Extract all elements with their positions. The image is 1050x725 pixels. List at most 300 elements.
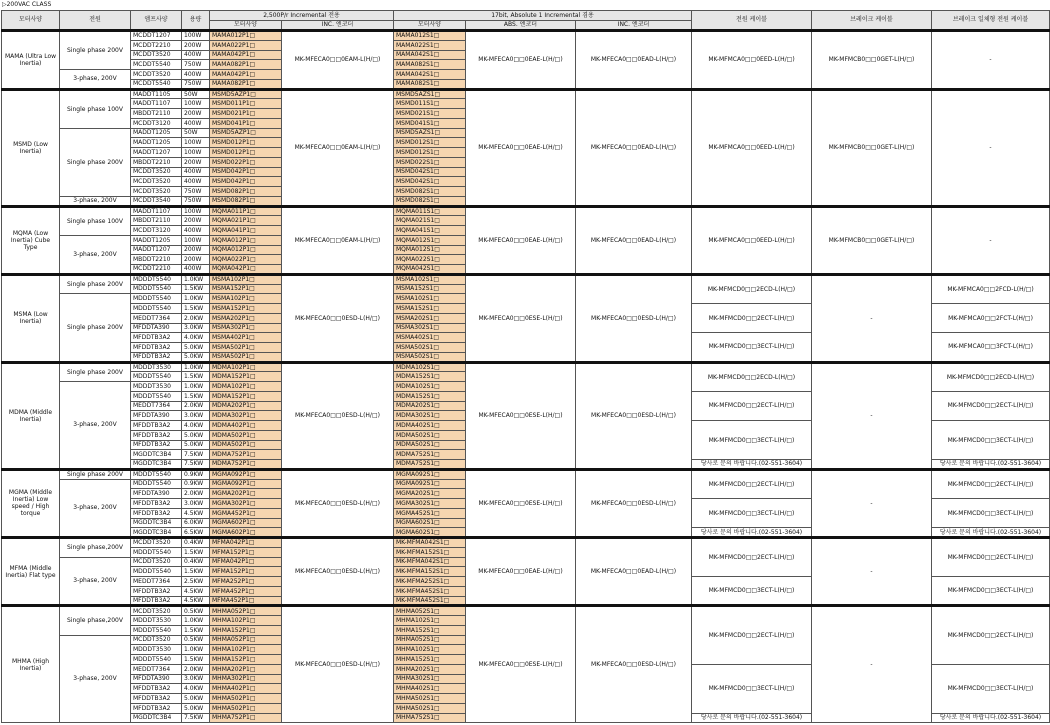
capacity-cell: 200W	[182, 40, 210, 50]
capacity-cell: 400W	[182, 265, 210, 275]
power-cell: Single phase 100V	[60, 89, 131, 128]
capacity-cell: 5.0KW	[182, 343, 210, 353]
inc-encoder-17bit-cell: MK-MFECA0□□0ESD-L(H/□)	[576, 362, 692, 469]
capacity-cell: 1.0KW	[182, 645, 210, 655]
table-row	[2, 206, 1050, 216]
motor-model-2500-cell: MHMA752P1□	[210, 713, 282, 723]
motor-model-17bit-cell: MSMA502S1□	[394, 352, 466, 362]
capacity-cell: 200W	[182, 157, 210, 167]
motor-model-2500-cell: MDMA302P1□	[210, 411, 282, 421]
motor-group	[2, 538, 1050, 606]
capacity-cell: 100W	[182, 148, 210, 158]
amp-model-cell: MEDDT7364	[131, 577, 182, 587]
inc-encoder-2500-cell: MK-MFECA0□□0ESD-L(H/□)	[282, 274, 394, 362]
motor-model-2500-cell: MQMA012P1□	[210, 245, 282, 255]
motor-model-17bit-cell: MSMD042S1□	[394, 177, 466, 187]
motor-model-17bit-cell: MHMA052S1□	[394, 606, 466, 616]
amp-model-cell: MFDDTB3A2	[131, 684, 182, 694]
amp-model-cell: MFDDTB3A2	[131, 703, 182, 713]
table-row	[2, 89, 1050, 99]
motor-model-2500-cell: MHMA502P1□	[210, 703, 282, 713]
motor-group	[2, 206, 1050, 274]
amp-model-cell: MDDDT5540	[131, 294, 182, 304]
capacity-cell: 400W	[182, 167, 210, 177]
amp-model-cell: MFDDTB3A2	[131, 440, 182, 450]
capacity-cell: 7.5KW	[182, 460, 210, 470]
motor-model-2500-cell: MHMA102P1□	[210, 645, 282, 655]
brake-combo-cable-cell: MK-MFMCD0□□3ECT-L(H/□)	[932, 499, 1050, 528]
amp-model-cell: MDDDT5540	[131, 625, 182, 635]
abs-encoder-cell: MK-MFECA0□□0ESE-L(H/□)	[466, 469, 576, 537]
amp-model-cell: MADDT1205	[131, 128, 182, 138]
brake-combo-cable-cell: MK-MFMCA0□□2FCD-L(H/□)	[932, 274, 1050, 303]
capacity-cell: 5.0KW	[182, 440, 210, 450]
motor-group	[2, 469, 1050, 537]
inc-encoder-17bit-cell: MK-MFECA0□□0EAD-L(H/□)	[576, 89, 692, 206]
capacity-cell: 1.5KW	[182, 372, 210, 382]
motor-model-2500-cell: MGMA202P1□	[210, 489, 282, 499]
motor-model-2500-cell: MFMA452P1□	[210, 586, 282, 596]
motor-model-17bit-cell: MSMA202S1□	[394, 313, 466, 323]
capacity-cell: 1.5KW	[182, 284, 210, 294]
capacity-cell: 0.4KW	[182, 538, 210, 548]
motor-type-cell: MSMA (Low Inertia)	[2, 274, 60, 362]
capacity-cell: 200W	[182, 216, 210, 226]
inc-encoder-2500-cell: MK-MFECA0□□0ESD-L(H/□)	[282, 362, 394, 469]
motor-model-17bit-cell: MAMA022S1□	[394, 40, 466, 50]
motor-model-17bit-cell: MSMD012S1□	[394, 138, 466, 148]
motor-model-2500-cell: MAMA012P1□	[210, 31, 282, 41]
motor-type-cell: MQMA (Low Inertia) Cube Type	[2, 206, 60, 274]
capacity-cell: 2.0KW	[182, 313, 210, 323]
capacity-cell: 1.0KW	[182, 294, 210, 304]
motor-model-17bit-cell: MAMA042S1□	[394, 70, 466, 80]
motor-model-2500-cell: MSMA152P1□	[210, 304, 282, 314]
motor-type-cell: MFMA (Middle Inertia) Flat type	[2, 538, 60, 606]
motor-model-17bit-cell: MK-MFMA152S1□	[394, 567, 466, 577]
motor-model-17bit-cell: MDMA152S1□	[394, 372, 466, 382]
motor-model-17bit-cell: MGMA302S1□	[394, 499, 466, 509]
table-row	[2, 469, 1050, 479]
motor-model-17bit-cell: MK-MFMA452S1□	[394, 596, 466, 606]
motor-type-cell: MDMA (Middle Inertia)	[2, 362, 60, 469]
amp-model-cell: MCDDT3120	[131, 226, 182, 236]
power-cell: Single phase 200V	[60, 294, 131, 362]
motor-type-cell: MSMD (Low Inertia)	[2, 89, 60, 206]
header-motor-type: 모터사양	[2, 11, 60, 31]
table-row	[2, 362, 1050, 372]
capacity-cell: 1.0KW	[182, 616, 210, 626]
motor-model-17bit-cell: MSMA102S1□	[394, 274, 466, 284]
amp-model-cell: MFDDTB3A2	[131, 421, 182, 431]
brake-cable-cell: -	[812, 362, 932, 469]
capacity-cell: 750W	[182, 79, 210, 89]
table-row	[2, 606, 1050, 616]
cable-spec-table	[1, 10, 1050, 723]
amp-model-cell: MDDDT5540	[131, 274, 182, 284]
capacity-cell: 50W	[182, 89, 210, 99]
header-inc-encoder-17bit: INC. 엔코더	[576, 21, 692, 31]
motor-model-2500-cell: MFMA452P1□	[210, 596, 282, 606]
motor-model-2500-cell: MSMD041P1□	[210, 118, 282, 128]
motor-model-17bit-cell: MGMA602S1□	[394, 518, 466, 528]
amp-model-cell: MCDDT3520	[131, 167, 182, 177]
motor-model-2500-cell: MHMA052P1□	[210, 635, 282, 645]
amp-model-cell: MCDDT3540	[131, 196, 182, 206]
brake-combo-cable-cell: -	[932, 31, 1050, 90]
amp-model-cell: MCDDT3520	[131, 606, 182, 616]
brake-cable-cell: MK-MFMCB0□□0GET-L(H/□)	[812, 31, 932, 90]
inc-encoder-17bit-cell: MK-MFECA0□□0ESD-L(H/□)	[576, 606, 692, 723]
motor-model-2500-cell: MSMD012P1□	[210, 148, 282, 158]
capacity-cell: 2.0KW	[182, 664, 210, 674]
motor-model-2500-cell: MDMA402P1□	[210, 421, 282, 431]
power-cell: Single phase 100V	[60, 206, 131, 235]
power-cell: 3-phase, 200V	[60, 479, 131, 538]
abs-encoder-cell: MK-MFECA0□□0ESE-L(H/□)	[466, 274, 576, 362]
motor-model-2500-cell: MFMA252P1□	[210, 577, 282, 587]
brake-combo-cable-cell: MK-MFMCD0□□3ECT-L(H/□)	[932, 577, 1050, 606]
amp-model-cell: MCDDT3520	[131, 538, 182, 548]
capacity-cell: 1.0KW	[182, 382, 210, 392]
capacity-cell: 1.5KW	[182, 304, 210, 314]
motor-model-2500-cell: MSMD011P1□	[210, 99, 282, 109]
motor-model-2500-cell: MGMA452P1□	[210, 508, 282, 518]
motor-model-17bit-cell: MGMA202S1□	[394, 489, 466, 499]
brake-combo-cable-cell: MK-MFMCD0□□3ECT-L(H/□)	[932, 421, 1050, 460]
amp-model-cell: MDDDT5540	[131, 284, 182, 294]
motor-model-2500-cell: MHMA302P1□	[210, 674, 282, 684]
amp-model-cell: MDDDT5540	[131, 567, 182, 577]
amp-model-cell: MADDT1107	[131, 99, 182, 109]
motor-model-2500-cell: MAMA042P1□	[210, 70, 282, 80]
motor-model-2500-cell: MSMD042P1□	[210, 177, 282, 187]
table-row	[2, 274, 1050, 284]
capacity-cell: 1.5KW	[182, 625, 210, 635]
motor-type-cell: MAMA (Ultra Low Inertia)	[2, 31, 60, 90]
motor-model-17bit-cell: MHMA402S1□	[394, 684, 466, 694]
brake-combo-cable-cell: -	[932, 89, 1050, 206]
motor-model-2500-cell: MHMA402P1□	[210, 684, 282, 694]
motor-type-cell: MGMA (Middle Inertia) Low speed / High torque	[2, 469, 60, 537]
amp-model-cell: MGDDTC3B4	[131, 713, 182, 723]
motor-model-17bit-cell: MSMA302S1□	[394, 323, 466, 333]
brake-combo-cable-cell: MK-MFMCD0□□2ECT-L(H/□)	[932, 391, 1050, 420]
capacity-cell: 2.0KW	[182, 401, 210, 411]
motor-group	[2, 89, 1050, 206]
amp-model-cell: MBDDT2210	[131, 255, 182, 265]
amp-model-cell: MDDDT5540	[131, 547, 182, 557]
motor-model-17bit-cell: MDMA502S1□	[394, 440, 466, 450]
motor-model-2500-cell: MSMA402P1□	[210, 333, 282, 343]
motor-model-2500-cell: MSMD021P1□	[210, 109, 282, 119]
motor-model-2500-cell: MAMA082P1□	[210, 60, 282, 70]
header-brake-cable: 브레이크 케이블	[812, 11, 932, 31]
capacity-cell: 100W	[182, 206, 210, 216]
motor-model-17bit-cell: MSMA152S1□	[394, 284, 466, 294]
amp-model-cell: MDDDT3530	[131, 616, 182, 626]
motor-model-2500-cell: MDMA502P1□	[210, 440, 282, 450]
motor-model-17bit-cell: MSMA152S1□	[394, 304, 466, 314]
motor-model-17bit-cell: MGMA092S1□	[394, 469, 466, 479]
power-cell: 3-phase, 200V	[60, 382, 131, 470]
amp-model-cell: MFDDTB3A2	[131, 333, 182, 343]
motor-model-17bit-cell: MSMD022S1□	[394, 157, 466, 167]
motor-model-2500-cell: MDMA152P1□	[210, 391, 282, 401]
amp-model-cell: MFDDTA390	[131, 323, 182, 333]
brake-combo-cable-cell: MK-MFMCD0□□2ECD-L(H/□)	[932, 362, 1050, 391]
inc-encoder-17bit-cell: MK-MFECA0□□0ESD-L(H/□)	[576, 469, 692, 537]
power-cable-cell: MK-MFMCD0□□3ECT-L(H/□)	[692, 421, 812, 460]
capacity-cell: 6.0KW	[182, 518, 210, 528]
amp-model-cell: MCDDT5540	[131, 60, 182, 70]
amp-model-cell: MFDDTB3A2	[131, 586, 182, 596]
motor-model-17bit-cell: MHMA152S1□	[394, 655, 466, 665]
motor-group	[2, 31, 1050, 90]
power-cable-cell: MK-MFMCD0□□2ECT-L(H/□)	[692, 538, 812, 577]
amp-model-cell: MFDDTA390	[131, 674, 182, 684]
brake-cable-cell: MK-MFMCB0□□0GET-L(H/□)	[812, 206, 932, 274]
amp-model-cell: MFDDTB3A2	[131, 499, 182, 509]
power-cable-cell: MK-MFMCD0□□2ECT-L(H/□)	[692, 606, 812, 665]
motor-model-17bit-cell: MSMD082S1□	[394, 196, 466, 206]
capacity-cell: 2.0KW	[182, 489, 210, 499]
header-power-cable: 전원 케이블	[692, 11, 812, 31]
motor-model-17bit-cell: MQMA022S1□	[394, 255, 466, 265]
inc-encoder-2500-cell: MK-MFECA0□□0EAM-L(H/□)	[282, 206, 394, 274]
power-cable-cell: MK-MFMCA0□□0EED-L(H/□)	[692, 31, 812, 90]
motor-model-2500-cell: MGMA302P1□	[210, 499, 282, 509]
brake-combo-cable-cell: 당사로 문의 바랍니다.(02-551-3604)	[932, 528, 1050, 538]
capacity-cell: 5.0KW	[182, 703, 210, 713]
capacity-cell: 200W	[182, 255, 210, 265]
capacity-cell: 100W	[182, 138, 210, 148]
motor-model-2500-cell: MSMA102P1□	[210, 274, 282, 284]
power-cell: 3-phase, 200V	[60, 70, 131, 90]
motor-model-2500-cell: MQMA022P1□	[210, 255, 282, 265]
motor-model-17bit-cell: MDMA102S1□	[394, 382, 466, 392]
motor-model-17bit-cell: MQMA021S1□	[394, 216, 466, 226]
motor-model-17bit-cell: MSMD012S1□	[394, 148, 466, 158]
capacity-cell: 200W	[182, 245, 210, 255]
brake-combo-cable-cell: MK-MFMCD0□□3ECT-L(H/□)	[932, 664, 1050, 713]
power-cable-cell: MK-MFMCD0□□2ECT-L(H/□)	[692, 469, 812, 498]
motor-model-2500-cell: MQMA021P1□	[210, 216, 282, 226]
power-cable-cell: MK-MFMCD0□□2ECD-L(H/□)	[692, 362, 812, 391]
motor-model-2500-cell: MGMA602P1□	[210, 528, 282, 538]
motor-model-2500-cell: MQMA041P1□	[210, 226, 282, 236]
capacity-cell: 5.0KW	[182, 694, 210, 704]
capacity-cell: 100W	[182, 31, 210, 41]
motor-model-17bit-cell: MSMD5AZS1□	[394, 89, 466, 99]
capacity-cell: 200W	[182, 109, 210, 119]
inc-encoder-17bit-cell: MK-MFECA0□□0ESD-L(H/□)	[576, 274, 692, 362]
motor-model-17bit-cell: MHMA502S1□	[394, 703, 466, 713]
motor-model-17bit-cell: MK-MFMA152S1□	[394, 547, 466, 557]
motor-model-2500-cell: MHMA152P1□	[210, 625, 282, 635]
motor-model-2500-cell: MSMA302P1□	[210, 323, 282, 333]
power-cable-cell: MK-MFMCA0□□0EED-L(H/□)	[692, 206, 812, 274]
capacity-cell: 100W	[182, 235, 210, 245]
motor-model-2500-cell: MDMA752P1□	[210, 450, 282, 460]
motor-model-17bit-cell: MSMD042S1□	[394, 167, 466, 177]
motor-model-2500-cell: MSMD022P1□	[210, 157, 282, 167]
motor-model-2500-cell: MDMA152P1□	[210, 372, 282, 382]
motor-model-2500-cell: MSMA102P1□	[210, 294, 282, 304]
amp-model-cell: MEDDT7364	[131, 401, 182, 411]
header-capacity: 용량	[182, 11, 210, 31]
amp-model-cell: MGDDTC3B4	[131, 450, 182, 460]
motor-model-17bit-cell: MK-MFMA252S1□	[394, 577, 466, 587]
capacity-cell: 1.0KW	[182, 274, 210, 284]
amp-model-cell: MFDDTB3A2	[131, 343, 182, 353]
capacity-cell: 400W	[182, 50, 210, 60]
motor-model-17bit-cell: MSMD041S1□	[394, 118, 466, 128]
inc-encoder-2500-cell: MK-MFECA0□□0ESD-L(H/□)	[282, 469, 394, 537]
capacity-cell: 400W	[182, 118, 210, 128]
motor-model-2500-cell: MGMA602P1□	[210, 518, 282, 528]
header-2500-incremental: 2,500P/r Incremental 전용	[210, 11, 394, 21]
power-cable-cell: MK-MFMCD0□□3ECT-L(H/□)	[692, 664, 812, 713]
amp-model-cell: MFDDTA390	[131, 489, 182, 499]
table-row	[2, 538, 1050, 548]
header-brake-combo-cable: 브레이크 일체형 전원 케이블	[932, 11, 1050, 31]
amp-model-cell: MADDT1207	[131, 245, 182, 255]
motor-model-17bit-cell: MSMA102S1□	[394, 294, 466, 304]
motor-model-17bit-cell: MSMD011S1□	[394, 99, 466, 109]
amp-model-cell: MDDDT3530	[131, 382, 182, 392]
brake-cable-cell: MK-MFMCB0□□0GET-L(H/□)	[812, 89, 932, 206]
motor-model-2500-cell: MDMA102P1□	[210, 362, 282, 372]
motor-model-2500-cell: MQMA011P1□	[210, 206, 282, 216]
capacity-cell: 0.4KW	[182, 557, 210, 567]
amp-model-cell: MDDDT3530	[131, 362, 182, 372]
amp-model-cell: MFDDTB3A2	[131, 694, 182, 704]
capacity-cell: 1.0KW	[182, 362, 210, 372]
motor-group	[2, 606, 1050, 723]
power-cable-cell: MK-MFMCD0□□3ECT-L(H/□)	[692, 333, 812, 362]
header-amp: 앰프사양	[131, 11, 182, 31]
motor-model-17bit-cell: MSMA502S1□	[394, 343, 466, 353]
power-cable-cell: 당사로 문의 바랍니다.(02-551-3604)	[692, 460, 812, 470]
abs-encoder-cell: MK-MFECA0□□0EAE-L(H/□)	[466, 206, 576, 274]
motor-model-17bit-cell: MDMA502S1□	[394, 430, 466, 440]
brake-cable-cell: -	[812, 469, 932, 537]
amp-model-cell: MCDDT1207	[131, 31, 182, 41]
motor-model-2500-cell: MDMA752P1□	[210, 460, 282, 470]
motor-model-17bit-cell: MDMA152S1□	[394, 391, 466, 401]
capacity-cell: 400W	[182, 70, 210, 80]
motor-model-17bit-cell: MSMD5AZS1□	[394, 128, 466, 138]
motor-model-17bit-cell: MSMD021S1□	[394, 109, 466, 119]
capacity-cell: 0.9KW	[182, 469, 210, 479]
inc-encoder-17bit-cell: MK-MFECA0□□0EAD-L(H/□)	[576, 31, 692, 90]
power-cell: 3-phase, 200V	[60, 196, 131, 206]
motor-model-17bit-cell: MAMA082S1□	[394, 79, 466, 89]
abs-encoder-cell: MK-MFECA0□□0ESE-L(H/□)	[466, 606, 576, 723]
motor-model-17bit-cell: MAMA082S1□	[394, 60, 466, 70]
amp-model-cell: MGDDTC3B4	[131, 518, 182, 528]
amp-model-cell: MCDDT2210	[131, 265, 182, 275]
abs-encoder-cell: MK-MFECA0□□0EAE-L(H/□)	[466, 31, 576, 90]
amp-model-cell: MCDDT2210	[131, 40, 182, 50]
amp-model-cell: MCDDT3520	[131, 50, 182, 60]
amp-model-cell: MCDDT3520	[131, 557, 182, 567]
motor-model-17bit-cell: MHMA102S1□	[394, 616, 466, 626]
motor-model-2500-cell: MAMA042P1□	[210, 50, 282, 60]
motor-model-2500-cell: MHMA052P1□	[210, 606, 282, 616]
brake-cable-cell: -	[812, 606, 932, 723]
power-cell: 3-phase, 200V	[60, 635, 131, 723]
motor-model-17bit-cell: MSMD082S1□	[394, 187, 466, 197]
motor-model-2500-cell: MGMA092P1□	[210, 479, 282, 489]
power-cell: Single phase 200V	[60, 128, 131, 196]
capacity-cell: 0.5KW	[182, 635, 210, 645]
brake-combo-cable-cell: 당사로 문의 바랍니다.(02-551-3604)	[932, 460, 1050, 470]
motor-model-2500-cell: MSMD042P1□	[210, 167, 282, 177]
motor-model-2500-cell: MHMA102P1□	[210, 616, 282, 626]
motor-model-2500-cell: MFMA042P1□	[210, 538, 282, 548]
amp-model-cell: MEDDT7364	[131, 664, 182, 674]
motor-type-cell: MHMA (High Inertia)	[2, 606, 60, 723]
motor-model-2500-cell: MAMA082P1□	[210, 79, 282, 89]
amp-model-cell: MADDT1207	[131, 148, 182, 158]
motor-group	[2, 274, 1050, 362]
capacity-cell: 750W	[182, 196, 210, 206]
abs-encoder-cell: MK-MFECA0□□0EAE-L(H/□)	[466, 538, 576, 606]
header-power: 전원	[60, 11, 131, 31]
capacity-cell: 5.0KW	[182, 352, 210, 362]
capacity-cell: 4.5KW	[182, 508, 210, 518]
capacity-cell: 0.5KW	[182, 606, 210, 616]
brake-combo-cable-cell: -	[932, 206, 1050, 274]
motor-model-2500-cell: MQMA042P1□	[210, 265, 282, 275]
inc-encoder-2500-cell: MK-MFECA0□□0ESD-L(H/□)	[282, 606, 394, 723]
motor-model-17bit-cell: MDMA202S1□	[394, 401, 466, 411]
capacity-cell: 1.5KW	[182, 567, 210, 577]
header-abs-encoder: ABS. 엔코더	[466, 21, 576, 31]
capacity-cell: 5.0KW	[182, 430, 210, 440]
amp-model-cell: MBDDT2110	[131, 216, 182, 226]
motor-model-17bit-cell: MQMA012S1□	[394, 245, 466, 255]
amp-model-cell: MCDDT5540	[131, 79, 182, 89]
amp-model-cell: MDDDT5540	[131, 655, 182, 665]
capacity-cell: 750W	[182, 187, 210, 197]
brake-combo-cable-cell: MK-MFMCD0□□2ECT-L(H/□)	[932, 469, 1050, 498]
motor-model-2500-cell: MFMA152P1□	[210, 547, 282, 557]
motor-model-2500-cell: MGMA092P1□	[210, 469, 282, 479]
inc-encoder-2500-cell: MK-MFECA0□□0ESD-L(H/□)	[282, 538, 394, 606]
power-cell: Single phase,200V	[60, 538, 131, 558]
motor-model-17bit-cell: MGMA092S1□	[394, 479, 466, 489]
capacity-cell: 7.5KW	[182, 450, 210, 460]
motor-model-17bit-cell: MHMA202S1□	[394, 664, 466, 674]
power-cable-cell: MK-MFMCD0□□3ECT-L(H/□)	[692, 499, 812, 528]
motor-model-17bit-cell: MDMA752S1□	[394, 460, 466, 470]
motor-model-2500-cell: MHMA502P1□	[210, 694, 282, 704]
motor-model-2500-cell: MDMA102P1□	[210, 382, 282, 392]
motor-model-17bit-cell: MHMA502S1□	[394, 694, 466, 704]
motor-model-2500-cell: MSMD082P1□	[210, 187, 282, 197]
motor-model-17bit-cell: MAMA042S1□	[394, 50, 466, 60]
amp-model-cell: MFDDTB3A2	[131, 430, 182, 440]
motor-model-2500-cell: MSMD5AZP1□	[210, 89, 282, 99]
brake-combo-cable-cell: 당사로 문의 바랍니다.(02-551-3604)	[932, 713, 1050, 723]
brake-combo-cable-cell: MK-MFMCD0□□2ECT-L(H/□)	[932, 606, 1050, 665]
capacity-cell: 3.0KW	[182, 499, 210, 509]
header-motor-spec-17bit: 모터사양	[394, 21, 466, 31]
header-17bit-absolute: 17bit, Absolute 1 Incremental 겸용	[394, 11, 692, 21]
